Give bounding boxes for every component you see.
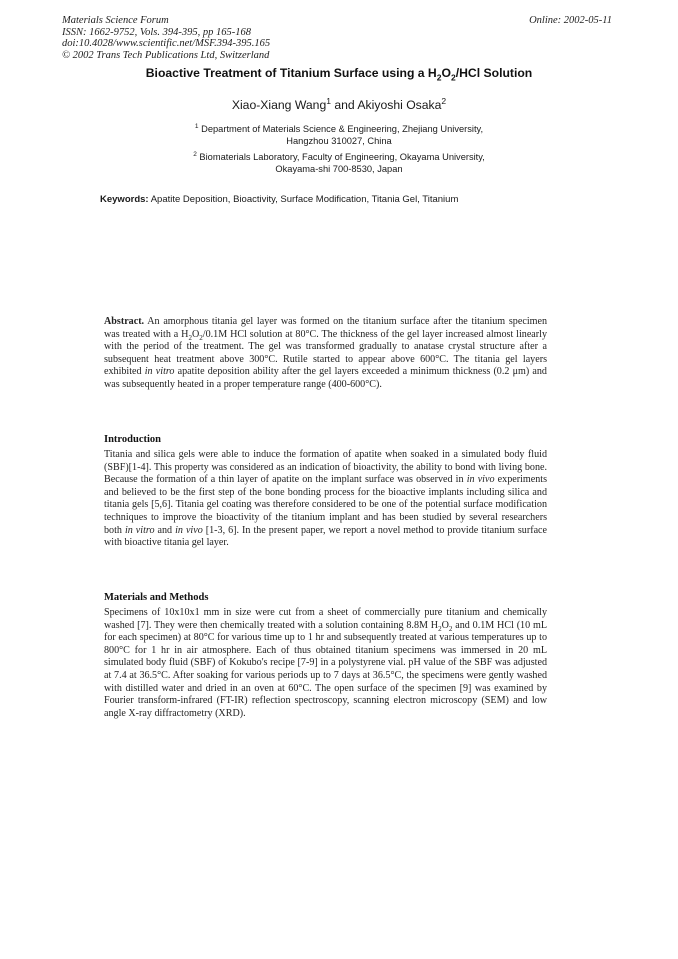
author-line	[0, 95, 678, 112]
copyright-line: © 2002 Trans Tech Publications Ltd, Switzerland	[62, 49, 270, 61]
affiliation-2-mark: 2	[193, 150, 197, 158]
keywords-label: Keywords:	[100, 194, 149, 205]
intro-text-1: Titania and silica gels were able to induce the formation of apatite when soaked in a simulated body fluid (SBF)[1-4]. This property was considered as an indication of bioactivity, the ability to bond with living bone. Because the formation of a thin layer of apatite on the implant surface was observed in	[104, 449, 547, 486]
paper-title	[0, 66, 678, 83]
methods-text-1: Specimens of 10x10x1 mm in size were cut from a sheet of commercially pure titanium and chemically washed [7]. They were then chemically treated with a solution containing 8.8M H	[104, 607, 547, 631]
methods-text-2: O	[441, 619, 449, 631]
abstract-sub-1: 2	[188, 333, 192, 342]
intro-italic-2: in vitro	[124, 524, 155, 536]
intro-text-2: experiments and believed to be the first step of the bone bonding process for the bioactive implants including silica and titania gels [5,6]. Titania gel coating was therefore considered to be one of the potential surface modification techniques to improve the bioactivity of the titanium implant and has been studied by several researchers both	[104, 474, 547, 536]
title-text-2: O	[441, 66, 451, 80]
abstract	[104, 316, 547, 392]
abstract-text-4: apatite deposition ability after the gel layers exceeded a minimum thickness (0.2 μm) and was subsequently heated in a proper temperature range (400-600°C).	[104, 366, 547, 390]
methods-sub-2: 2	[448, 624, 453, 633]
intro-text-4: [1-3, 6]. In the present paper, we report a novel method to provide titanium surface with bioactive titania gel layer.	[104, 524, 548, 549]
journal-name: Materials Science Forum	[62, 15, 169, 26]
affiliation-2	[0, 151, 678, 176]
abstract-text-1: An amorphous titania gel layer was formed on the titanium surface after the titanium specimen was treated with a H	[104, 316, 547, 340]
author-conjunction: and	[330, 98, 358, 112]
title-text-3: /HCl Solution	[455, 66, 533, 80]
online-date: Online: 2002-05-11	[529, 15, 612, 26]
intro-italic-3: in vivo	[175, 524, 203, 536]
affiliation-2-line-2: Okayama-shi 700-8530, Japan	[275, 164, 403, 175]
author-1: Xiao-Xiang Wang	[231, 98, 327, 112]
methods-heading: Materials and Methods	[104, 592, 209, 603]
affiliation-1-line-2: Hangzhou 310027, China	[286, 136, 392, 147]
keywords-text: Apatite Deposition, Bioactivity, Surface Modification, Titania Gel, Titanium	[150, 194, 459, 205]
abstract-label: Abstract.	[104, 316, 145, 327]
title-sub-1: 2	[436, 72, 442, 83]
methods-paragraph	[104, 607, 547, 720]
abstract-italic-1: in vitro	[144, 366, 175, 378]
affiliation-2-line-1: Biomaterials Laboratory, Faculty of Engineering, Okayama University,	[199, 152, 485, 162]
abstract-text-3: /0.1M HCl solution at 80°C. The thickness of the gel layer increased almost linearly with the period of the treatment. The gel was transformed gradually to anatase crystal structure after a subsequent heat treatment above 300°C. Rutile started to appear above 600°C. The titania gel layers exhibited	[104, 328, 547, 378]
issn-line: ISSN: 1662-9752, Vols. 394-395, pp 165-168	[62, 26, 251, 38]
author-1-mark: 1	[326, 95, 331, 106]
introduction-heading: Introduction	[104, 434, 161, 445]
affiliation-1-line-1: Department of Materials Science & Engineering, Zhejiang University,	[201, 124, 484, 134]
author-2-mark: 2	[441, 95, 447, 106]
affiliation-1	[0, 123, 678, 148]
affiliation-1-mark: 1	[194, 122, 199, 130]
introduction-paragraph	[104, 449, 547, 550]
intro-text-3: and	[154, 524, 176, 536]
intro-italic-1: in vivo	[466, 474, 495, 486]
author-2: Akiyoshi Osaka	[357, 98, 442, 112]
doi-line: doi:10.4028/www.scientific.net/MSF.394-395.165	[62, 38, 271, 50]
title-text-1: Bioactive Treatment of Titanium Surface using a H	[145, 66, 437, 80]
keywords	[100, 194, 458, 205]
title-sub-2: 2	[450, 72, 456, 83]
abstract-sub-2: 2	[199, 333, 203, 342]
journal-header	[62, 15, 270, 61]
methods-text-3: and 0.1M HCl (10 mL for each specimen) at 80°C for various time up to 1 hr and subsequently treated at various temperatures up to 800°C for 1 hr in air atmosphere. Each of thus obtained titanium specimens was immersed in 20 mL simulated body fluid (SBF) of Kokubo's recipe [7-9] in a polystyrene vial. pH value of the SBF was adjusted at 7.4 at 36.5°C. After soaking for various periods up to 7 days at 36.5°C, the specimens were gently washed with distilled water and dried in an oven at 60°C. The open surface of the specimen [9] was examined by Fourier transform-infrared (FT-IR) reflection spectroscopy, scanning electron microscopy (SEM) and low angle X-ray diffractometry (XRD).	[104, 619, 547, 719]
methods-sub-1: 2	[438, 624, 442, 633]
abstract-text-2: O	[191, 328, 200, 340]
